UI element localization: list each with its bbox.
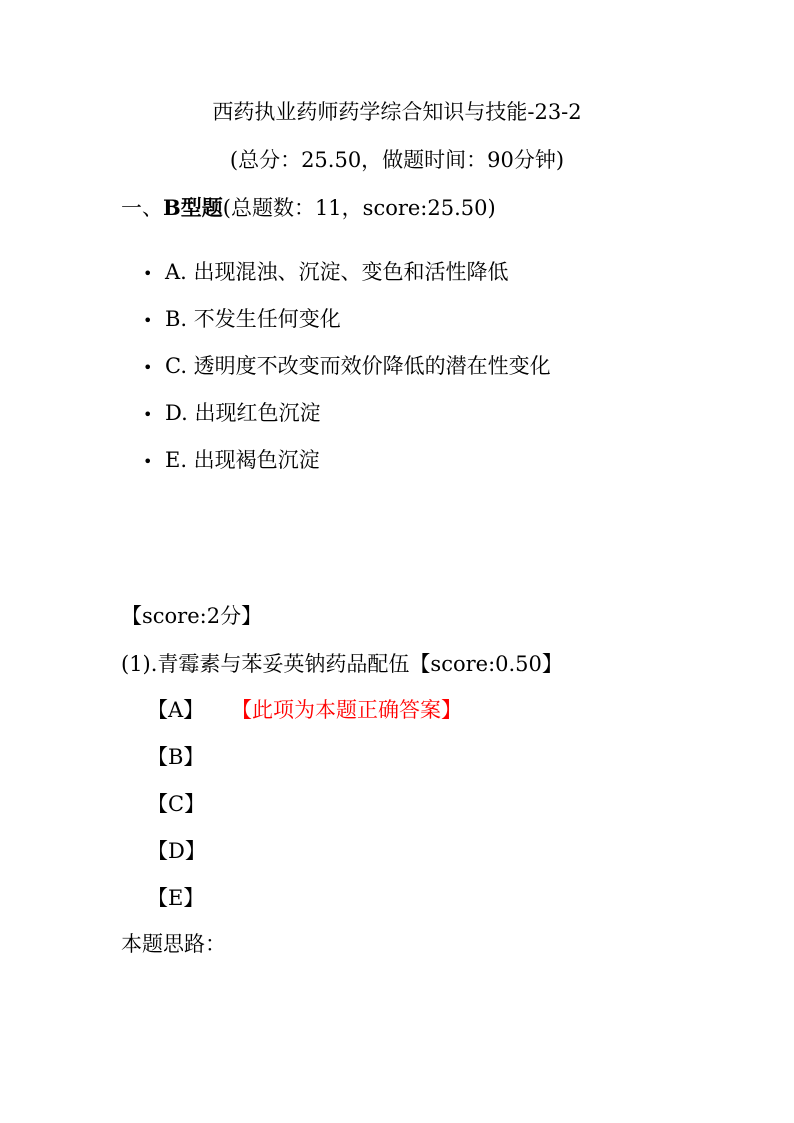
bullet-icon: • (143, 452, 153, 471)
bullet-icon: • (143, 405, 153, 424)
section-type-label: B型题 (163, 195, 223, 220)
bullet-icon: • (143, 311, 153, 330)
solution-thinking-label: 本题思路： (121, 932, 226, 956)
option-item-d (143, 395, 551, 442)
answer-tag-c: 【C】 (147, 792, 206, 816)
bullet-icon: • (143, 358, 153, 377)
option-text-e: E. 出现褐色沉淀 (165, 448, 320, 472)
answer-item-d (147, 833, 462, 880)
option-text-b: B. 不发生任何变化 (165, 307, 341, 331)
answer-list (147, 692, 462, 927)
answer-item-c (147, 786, 462, 833)
answer-item-b (147, 739, 462, 786)
option-item-e (143, 442, 551, 489)
option-list (143, 254, 551, 489)
bullet-icon: • (143, 264, 153, 283)
answer-tag-d: 【D】 (147, 839, 206, 863)
section-meta: (总题数：11，score:25.50) (222, 196, 496, 220)
option-text-d: D. 出现红色沉淀 (165, 401, 321, 425)
answer-item-a (147, 692, 462, 739)
answer-tag-a: 【A】 (147, 698, 205, 722)
section-heading (121, 192, 496, 222)
document-title: 西药执业药师药学综合知识与技能-23-2 (212, 100, 582, 124)
score-line: 【score:2分】 (121, 604, 263, 628)
option-item-a (143, 254, 551, 301)
option-text-a: A. 出现混浊、沉淀、变色和活性降低 (165, 260, 509, 284)
document-subtitle: (总分：25.50，做题时间：90分钟) (229, 148, 565, 172)
option-item-c (143, 348, 551, 395)
question-text: (1).青霉素与苯妥英钠药品配伍【score:0.50】 (121, 652, 563, 676)
answer-item-e (147, 880, 462, 927)
option-text-c: C. 透明度不改变而效价降低的潜在性变化 (165, 354, 551, 378)
section-prefix: 一、 (121, 196, 163, 220)
answer-tag-e: 【E】 (147, 886, 205, 910)
answer-tag-b: 【B】 (147, 745, 205, 769)
correct-answer-note: 【此项为本题正确答案】 (231, 698, 462, 722)
option-item-b (143, 301, 551, 348)
